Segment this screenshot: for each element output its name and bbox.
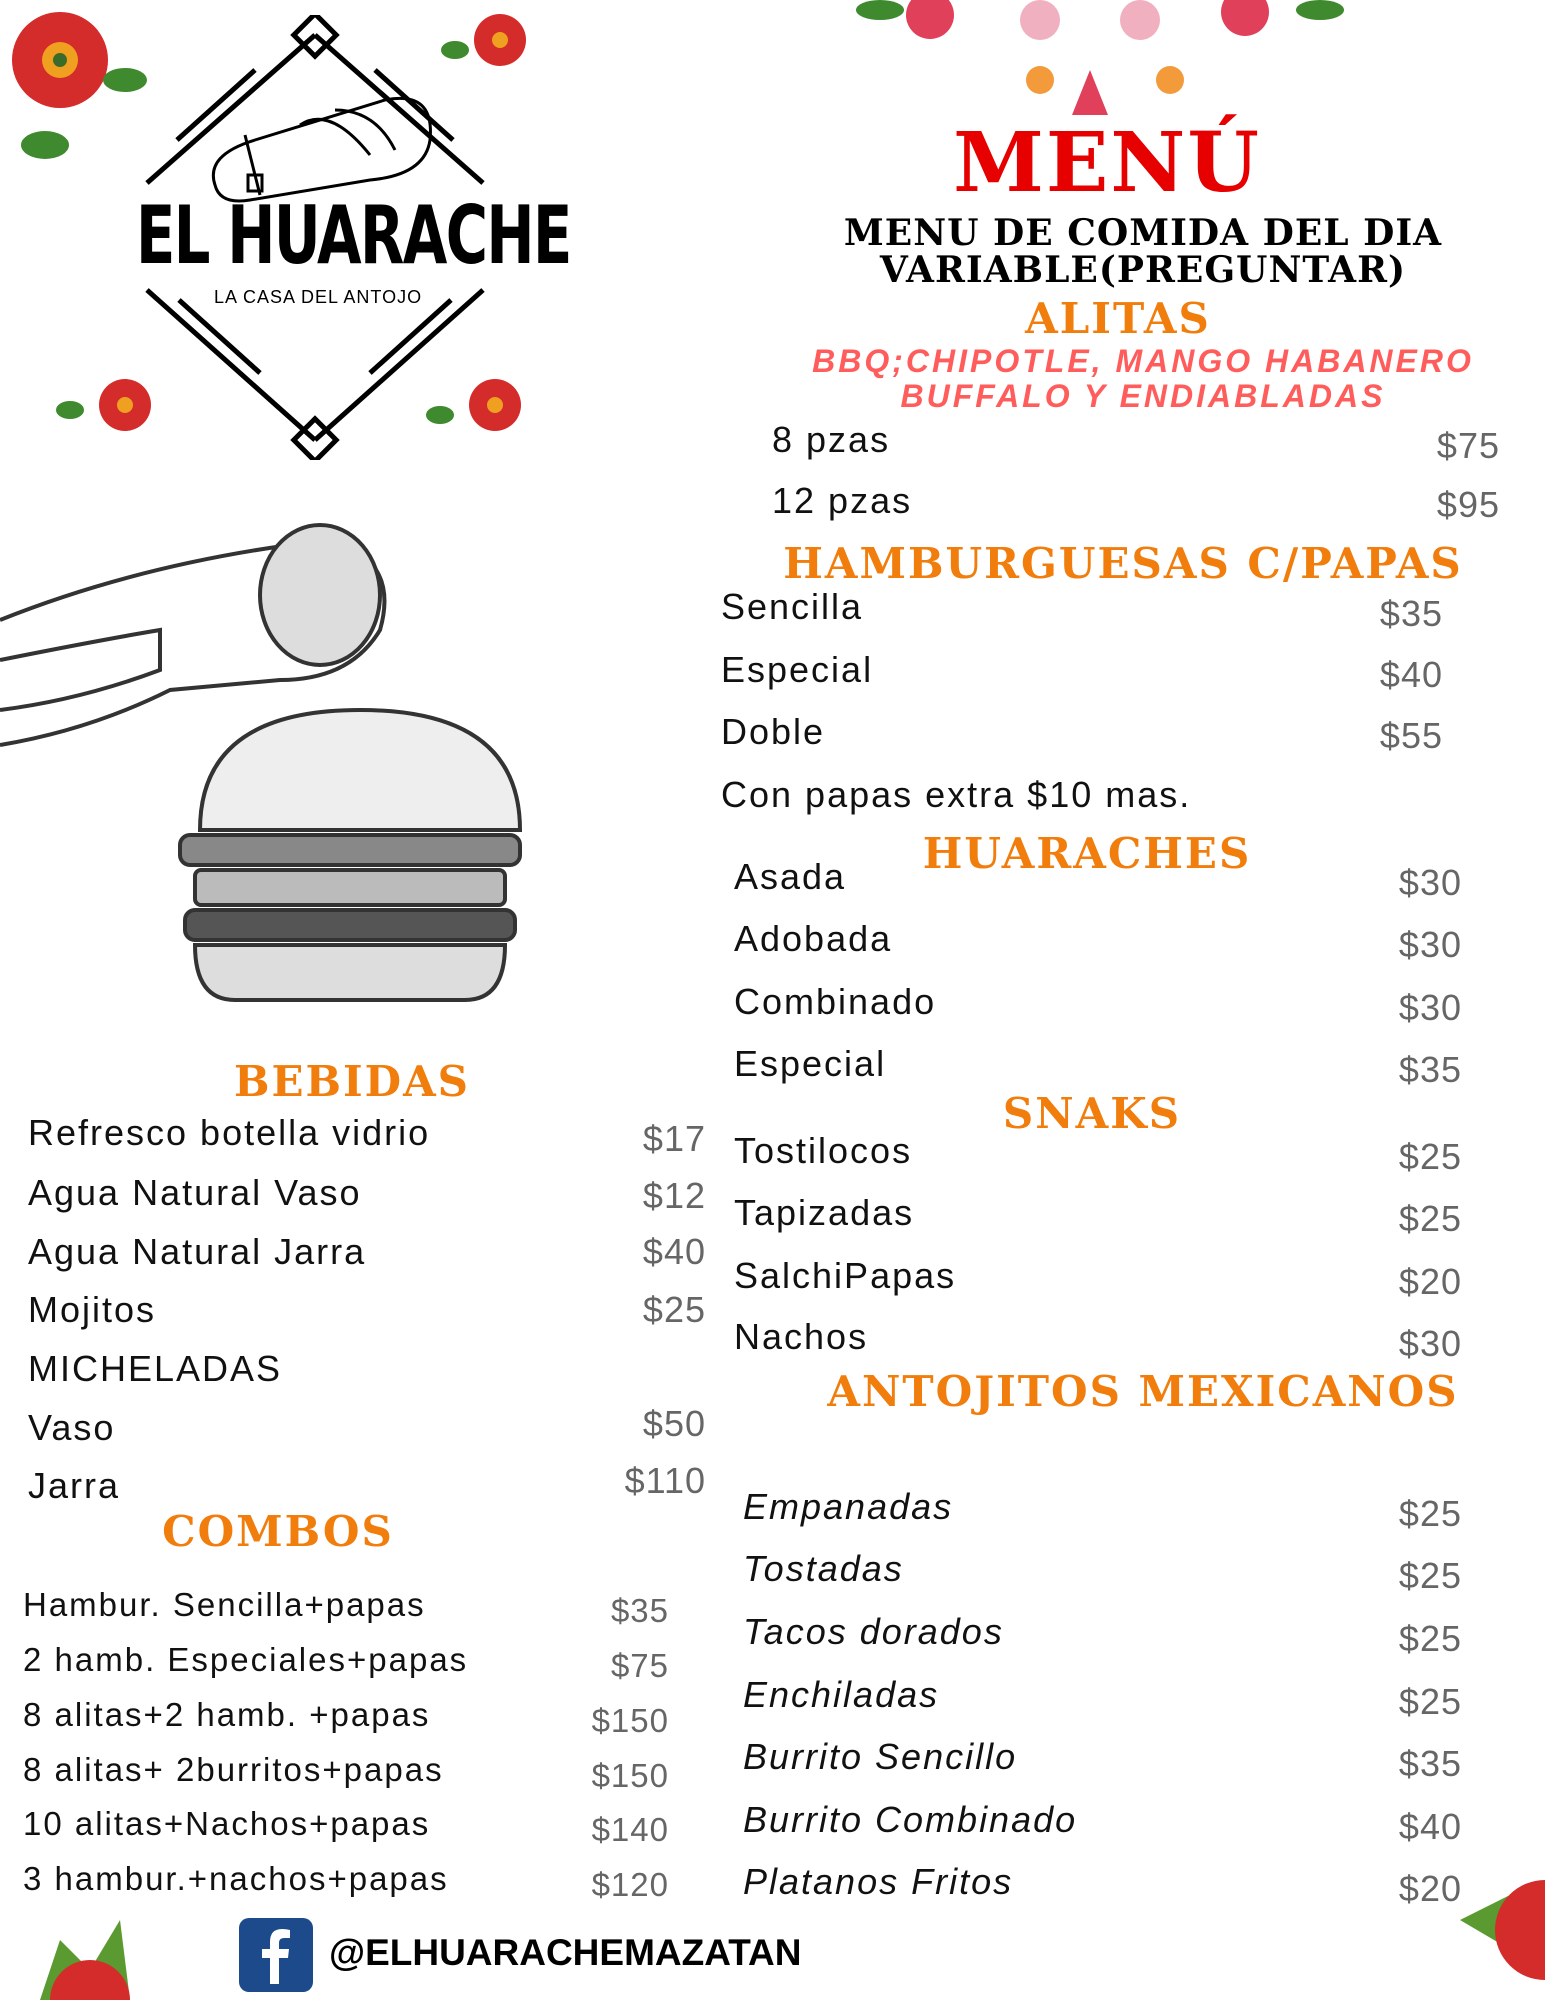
- menu-item-price: $40: [1398, 1806, 1462, 1847]
- facebook-icon[interactable]: [239, 1918, 313, 1992]
- menu-item-price: $75: [1436, 425, 1500, 466]
- menu-title: MENÚ: [953, 115, 1261, 211]
- menu-item-price: $20: [1398, 1868, 1462, 1909]
- sandal-icon: [213, 98, 430, 201]
- section-heading-huaraches: HUARACHES: [922, 829, 1252, 878]
- subtitle-line: MENU DE COMIDA DEL DIA: [843, 212, 1443, 254]
- flower-icon: [856, 0, 1344, 115]
- menu-item-price: $25: [1398, 1198, 1462, 1239]
- menu-item-name: SalchiPapas: [734, 1255, 957, 1296]
- menu-item-name: Especial: [721, 649, 874, 690]
- menu-item-name: Nachos: [734, 1316, 869, 1357]
- flower-icon: [12, 12, 147, 159]
- menu-item-price: $35: [1398, 1049, 1462, 1090]
- menu-item-name: Tapizadas: [734, 1192, 915, 1233]
- menu-item-name: Sencilla: [721, 586, 864, 627]
- menu-item-price: $25: [1398, 1136, 1462, 1177]
- menu-item-name: Mojitos: [28, 1289, 157, 1330]
- logo-tagline: LA CASA DEL ANTOJO: [214, 287, 423, 307]
- combo-price: $150: [591, 1757, 669, 1794]
- combo-price: $140: [591, 1811, 669, 1848]
- menu-item-name: Vaso: [28, 1407, 116, 1448]
- flower-icon: [1460, 1880, 1545, 1980]
- menu-item-price: $40: [642, 1231, 706, 1272]
- combo-price: $35: [610, 1592, 669, 1629]
- menu-subtitle: [843, 212, 1443, 291]
- menu-item-price: $17: [642, 1118, 706, 1159]
- section-heading-alitas: ALITAS: [1025, 294, 1211, 343]
- menu-item-price: $30: [1398, 924, 1462, 965]
- alitas-flavors: [812, 344, 1474, 414]
- menu-item-name: Adobada: [734, 918, 893, 959]
- menu-item-name: Combinado: [734, 981, 937, 1022]
- menu-item-price: $20: [1398, 1261, 1462, 1302]
- menu-item-price: $12: [642, 1175, 706, 1216]
- menu-item-name: Especial: [734, 1043, 887, 1084]
- logo-name: EL HUARACHE: [136, 189, 571, 282]
- menu-item-name: 12 pzas: [772, 480, 913, 521]
- menu-item-price: $25: [642, 1289, 706, 1330]
- menu-item-name: 8 pzas: [772, 419, 891, 460]
- section-heading-combos: COMBOS: [162, 1507, 394, 1556]
- section-heading-hamburguesas: HAMBURGUESAS C/PAPAS: [783, 539, 1463, 588]
- combo-price: $75: [610, 1647, 669, 1684]
- menu-item-name: Tacos dorados: [743, 1611, 1004, 1652]
- menu-item-name: Tostadas: [743, 1548, 904, 1589]
- section-heading-snaks: SNAKS: [1002, 1089, 1182, 1138]
- menu-item-price: $25: [1398, 1555, 1462, 1596]
- section-heading-bebidas: BEBIDAS: [234, 1057, 470, 1106]
- menu-item-price: $40: [1379, 654, 1443, 695]
- menu-item-name: Asada: [734, 856, 847, 897]
- hamburguesas-note: Con papas extra $10 mas.: [721, 774, 1192, 815]
- menu-item-name: Jarra: [28, 1465, 121, 1506]
- menu-item-price: $35: [1379, 593, 1443, 634]
- facebook-handle[interactable]: @ELHUARACHEMAZATAN: [329, 1932, 802, 1973]
- menu-item-name: Doble: [721, 711, 826, 752]
- flower-icon: [40, 1920, 130, 2000]
- menu-item-name: Burrito Sencillo: [743, 1736, 1018, 1777]
- combo-name: Hambur. Sencilla+papas: [23, 1586, 426, 1623]
- menu-item-price: $35: [1398, 1743, 1462, 1784]
- menu-item-price: $50: [642, 1403, 706, 1444]
- menu-item-price: $25: [1398, 1681, 1462, 1722]
- menu-item-name: Agua Natural Jarra: [28, 1231, 367, 1272]
- menu-item-price: $30: [1398, 862, 1462, 903]
- combo-name: 8 alitas+ 2burritos+papas: [23, 1751, 444, 1788]
- combo-price: $120: [591, 1866, 669, 1903]
- menu-item-name: Platanos Fritos: [743, 1861, 1014, 1902]
- combo-name: 3 hambur.+nachos+papas: [23, 1860, 449, 1897]
- combo-price: $150: [591, 1702, 669, 1739]
- menu-subsection-label: MICHELADAS: [28, 1348, 283, 1389]
- flavor-line: BUFFALO Y ENDIABLADAS: [900, 378, 1386, 414]
- menu-item-name: Tostilocos: [734, 1130, 913, 1171]
- menu-item-name: Burrito Combinado: [743, 1799, 1078, 1840]
- menu-item-name: Enchiladas: [743, 1674, 940, 1715]
- combo-name: 10 alitas+Nachos+papas: [23, 1805, 431, 1842]
- menu-item-name: Empanadas: [743, 1486, 954, 1527]
- food-illustrations: [0, 500, 540, 1020]
- combo-name: 8 alitas+2 hamb. +papas: [23, 1696, 431, 1733]
- flavor-line: BBQ;CHIPOTLE, MANGO HABANERO: [812, 343, 1474, 379]
- section-heading-antojitos: ANTOJITOS MEXICANOS: [827, 1367, 1459, 1416]
- menu-item-price: $25: [1398, 1493, 1462, 1534]
- combo-name: 2 hamb. Especiales+papas: [23, 1641, 469, 1678]
- menu-item-name: Refresco botella vidrio: [28, 1112, 431, 1153]
- menu-item-price: $95: [1436, 484, 1500, 525]
- burger-icon: [180, 710, 520, 1000]
- menu-item-price: $110: [624, 1460, 706, 1501]
- menu-item-price: $55: [1379, 715, 1443, 756]
- menu-item-name: Agua Natural Vaso: [28, 1172, 362, 1213]
- subtitle-line: VARIABLE(PREGUNTAR): [879, 249, 1407, 291]
- menu-item-price: $25: [1398, 1618, 1462, 1659]
- menu-item-price: $30: [1398, 1323, 1462, 1364]
- menu-item-price: $30: [1398, 987, 1462, 1028]
